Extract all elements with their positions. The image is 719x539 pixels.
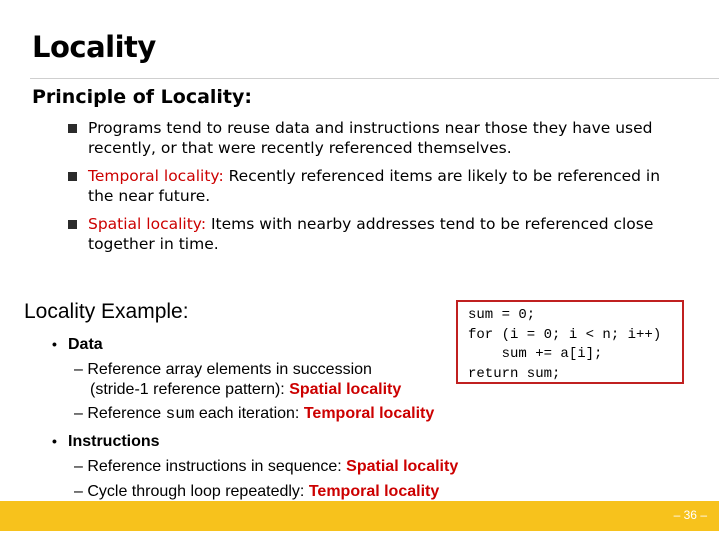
code-line: for (i = 0; i < n; i++)	[468, 326, 662, 343]
principle-list	[68, 118, 668, 262]
code-box	[456, 300, 684, 384]
title-divider	[30, 78, 719, 79]
code-line: sum = 0;	[468, 307, 536, 323]
code-line: return sum;	[468, 365, 561, 382]
data-line-2-text: (stride-1 reference pattern):	[90, 381, 285, 398]
data-line-3	[74, 405, 434, 423]
instructions-label: Instructions	[68, 433, 160, 450]
data-label: Data	[68, 336, 103, 353]
bullet-text: Recently referenced items are likely to be referenced in the near future.	[88, 167, 661, 205]
list-item	[68, 118, 668, 158]
sum-code: sum	[165, 405, 195, 423]
data-label-row	[52, 336, 103, 354]
square-bullet-icon	[68, 220, 77, 229]
dot-bullet-icon: •	[52, 433, 57, 449]
data-line-1: – Reference array elements in succession	[74, 361, 372, 378]
square-bullet-icon	[68, 124, 77, 133]
list-item	[68, 214, 668, 254]
bullet-text: Programs tend to reuse data and instructions near those they have used recently, or that were recently referenced themselves.	[88, 119, 653, 157]
instr-line-1	[74, 458, 458, 476]
bullet-term-temporal: Temporal locality:	[88, 167, 224, 185]
instructions-label-row	[52, 433, 160, 451]
data-line-2	[90, 381, 401, 399]
temporal-locality-tag: Temporal locality	[308, 483, 440, 500]
list-item	[68, 166, 668, 206]
instr-line-2-text: – Cycle through loop repeatedly:	[74, 483, 305, 500]
dot-bullet-icon: •	[52, 336, 57, 352]
spatial-locality-tag: Spatial locality	[346, 458, 459, 475]
page-number: – 36 –	[673, 508, 707, 522]
temporal-locality-tag: Temporal locality	[303, 405, 435, 422]
footer-bar	[0, 501, 719, 531]
data-line-3-pre: – Reference	[74, 405, 166, 422]
square-bullet-icon	[68, 172, 77, 181]
instr-line-2	[74, 483, 439, 501]
instr-line-1-text: – Reference instructions in sequence:	[74, 458, 342, 475]
example-heading: Locality Example:	[24, 300, 189, 323]
data-line-3-post: each iteration:	[194, 405, 300, 422]
principle-heading: Principle of Locality:	[32, 86, 252, 108]
spatial-locality-tag: Spatial locality	[289, 381, 402, 398]
bullet-text: Items with nearby addresses tend to be referenced close together in time.	[88, 215, 654, 253]
bullet-term-spatial: Spatial locality:	[88, 215, 207, 233]
code-line: sum += a[i];	[468, 346, 603, 362]
slide-title: Locality	[32, 30, 156, 64]
